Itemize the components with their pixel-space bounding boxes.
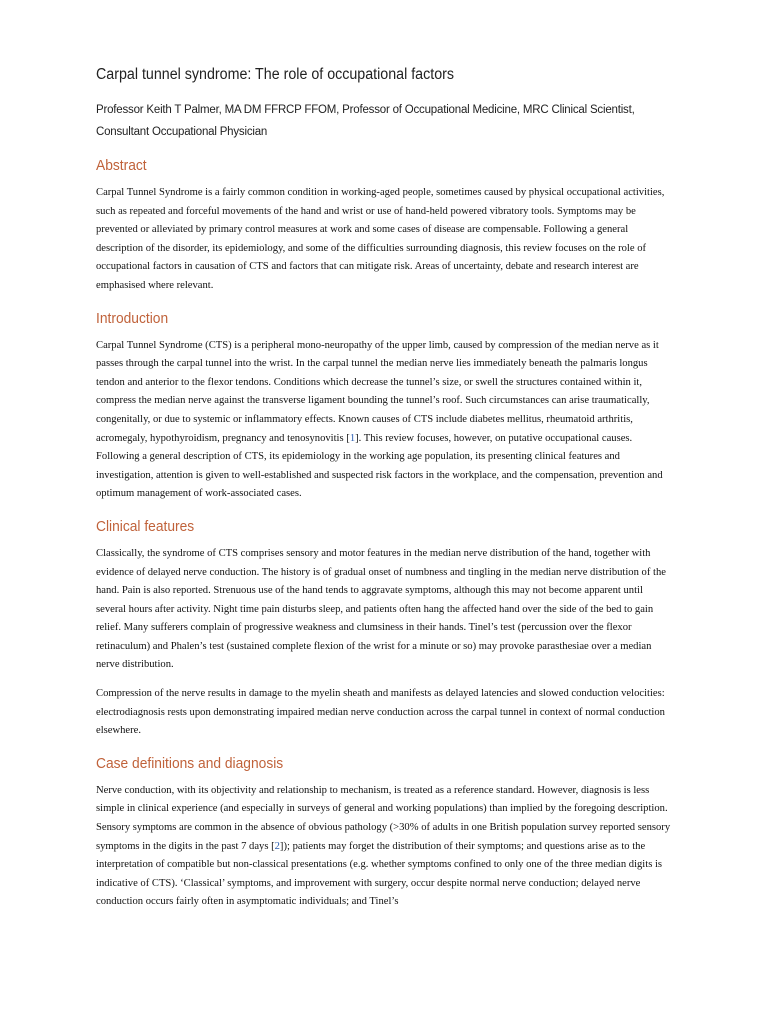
abstract-paragraph: Carpal Tunnel Syndrome is a fairly common condition in working-aged people, sometimes caused by physical occupational activities, such as repeated and forceful movements of the hand and wrist or use of hand-held powered vibratory tools. Symptoms may be prevented or alleviated by primary control measures at work and some cases of disease are compensable. Following a general description of the disorder, its epidemiology, and some of the difficulties surrounding diagnosis, this review focuses on the role of occupational factors in causation of CTS and factors that can mitigate risk. Areas of uncertainty, debate and research interest are emphasised where relevant.: [96, 187, 665, 291]
article-authors: Professor Keith T Palmer, MA DM FFRCP FFOM, Professor of Occupational Medicine, MRC Clinical Scientist, Consultant Occupational Physician: [96, 104, 635, 138]
case-definitions-heading: Case definitions and diagnosis: [96, 754, 284, 772]
clinical-features-paragraph-2: Compression of the nerve results in damage to the myelin sheath and manifests as delayed latencies and slowed conduction velocities: electrodiagnosis rests upon demonstrating impaired median nerve conduction across the carpal tunnel in context of normal conduction elsewhere.: [96, 688, 665, 737]
introduction-text-part2: ]. This review focuses, however, on putative occupational causes. Following a general description of CTS, its epidemiology in the working age population, its presenting clinical features and investigation, attention is given to well-established and suspected risk factors in the workplace, and the compensation, prevention and optimum management of work-associated cases.: [96, 432, 663, 500]
case-definitions-text-part2: ]); patients may forget the distribution of their symptoms; and questions arise as to the interpretation of compatible but non-classical presentations (e.g. whether symptoms confined to only one of the three median digits is indicative of CTS). ‘Classical’ symptoms, and improvement with surgery, occur despite normal nerve conduction; delayed nerve conduction occurs fairly often in asymptomatic individuals; and Tinel’s: [96, 840, 663, 908]
abstract-heading: Abstract: [96, 157, 147, 174]
clinical-features-paragraph-1: Classically, the syndrome of CTS comprises sensory and motor features in the median nerve distribution of the hand, together with evidence of delayed nerve conduction. The history is of gradual onset of numbness and tingling in the median nerve distribution of the hand. Pain is also reported. Strenuous use of the hand tends to aggravate symptoms, although this may not become apparent until several hours after activity. Night time pain disturbs sleep, and patients often hang the affected hand over the side of the bed to gain relief. Many sufferers complain of progressive weakness and clumsiness in their hands. Tinel’s test (percussion over the flexor retinaculum) and Phalen’s test (sustained complete flexion of the wrist for a minute or so) may provoke parasthesiae over a median nerve distribution.: [96, 547, 666, 671]
case-definitions-paragraph: [96, 782, 672, 912]
introduction-text-part1: Carpal Tunnel Syndrome (CTS) is a peripheral mono-neuropathy of the upper limb, caused by compression of the median nerve as it passes through the carpal tunnel into the wrist. In the carpal tunnel the median nerve lies immediately beneath the palmaris longus tendon and anterior to the flexor tendons. Conditions which decrease the tunnel’s size, or swell the structures contained within it, compress the median nerve against the transverse ligament bounding the tunnel’s roof. Such circumstances can arise traumatically, congenitally, or due to systemic or inflammatory effects. Known causes of CTS include diabetes mellitus, rheumatoid arthritis, acromegaly, hypothyroidism, pregnancy and tenosynovitis [: [96, 339, 659, 444]
case-definitions-text-part1: Nerve conduction, with its objectivity and relationship to mechanism, is treated as a reference standard. However, diagnosis is less simple in clinical experience (and especially in surveys of general and working populations) than implied by the foregoing description. Sensory symptoms are common in the absence of obvious pathology (>30% of adults in one British population survey reported sensory symptoms in the digits in the past 7 days [: [96, 784, 671, 852]
citation-link-1[interactable]: 1: [349, 432, 356, 444]
article-title: Carpal tunnel syndrome: The role of occupational factors: [96, 66, 455, 83]
introduction-heading: Introduction: [96, 309, 169, 327]
citation-link-2[interactable]: 2: [274, 840, 280, 852]
clinical-features-heading: Clinical features: [96, 517, 195, 535]
article: [96, 64, 672, 922]
introduction-paragraph: [96, 337, 672, 504]
